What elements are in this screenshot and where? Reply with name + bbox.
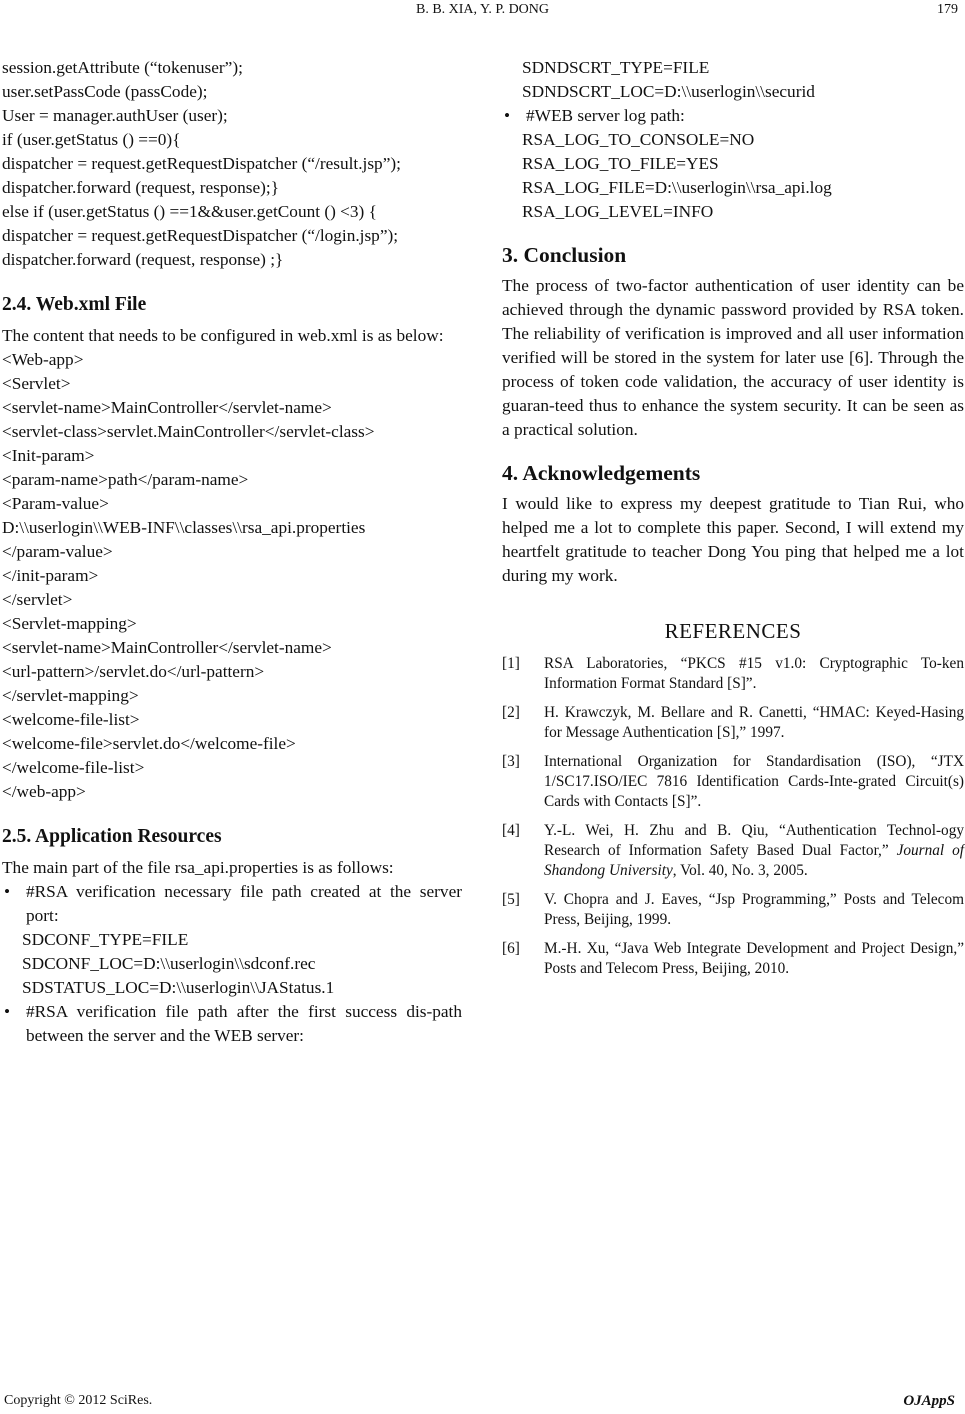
code-line: else if (user.getStatus () ==1&&user.getCount () <3) { <box>2 202 377 221</box>
code-block-webxml <box>2 348 462 804</box>
config-line: RSA_LOG_LEVEL=INFO <box>522 202 714 221</box>
code-line: D:\\userlogin\\WEB-INF\\classes\\rsa_api.properties <box>2 518 366 537</box>
config-line: SDSTATUS_LOC=D:\\userlogin\\JAStatus.1 <box>22 978 335 997</box>
reference-number: [2] <box>502 704 520 721</box>
reference-item <box>502 939 964 979</box>
code-line: dispatcher = request.getRequestDispatcher (“/login.jsp”); <box>2 226 399 245</box>
code-line: dispatcher = request.getRequestDispatcher (“/result.jsp”); <box>2 154 401 173</box>
bullet-item <box>2 1000 462 1048</box>
code-line: session.getAttribute (“tokenuser”); <box>2 58 243 77</box>
footer-journal: OJAppS <box>903 1393 955 1409</box>
reference-text: M.-H. Xu, “Java Web Integrate Development and Project Design,” Posts and Telecom Press, Beijing, 2010. <box>544 940 964 977</box>
code-line: User = manager.authUser (user); <box>2 106 228 125</box>
code-line: </servlet> <box>2 590 73 609</box>
reference-number: [5] <box>502 891 520 908</box>
code-line: <servlet-name>MainController</servlet-name> <box>2 638 332 657</box>
code-line: dispatcher.forward (request, response) ;} <box>2 250 284 269</box>
code-line: <Servlet-mapping> <box>2 614 137 633</box>
reference-number: [4] <box>502 822 520 839</box>
reference-text: H. Krawczyk, M. Bellare and R. Canetti, “HMAC: Keyed-Hasing for Message Authentication [S],” 1997. <box>544 704 964 741</box>
code-line: </init-param> <box>2 566 99 585</box>
bullet-icon: • <box>504 106 511 125</box>
config-line: RSA_LOG_FILE=D:\\userlogin\\rsa_api.log <box>522 178 832 197</box>
reference-number: [1] <box>502 655 520 672</box>
reference-number: [6] <box>502 940 520 957</box>
reference-text <box>544 822 964 879</box>
code-line: </welcome-file-list> <box>2 758 145 777</box>
section-2-4-intro: The content that needs to be configured in web.xml is as below: <box>2 326 444 345</box>
bullet-item <box>2 880 462 928</box>
config-line: RSA_LOG_TO_FILE=YES <box>522 154 719 173</box>
section-heading-conclusion: 3. Conclusion <box>502 243 627 267</box>
acknowledgements-paragraph: I would like to express my deepest gratitude to Tian Rui, who helped me a lot to complete this paper. Second, I will extend my heartfelt gratitude to teacher Dong You ping that helped me a lot during my work. <box>502 494 964 585</box>
reference-item <box>502 703 964 743</box>
reference-journal: Journal of Shandong University <box>544 842 964 879</box>
reference-item <box>502 821 964 881</box>
running-title: B. B. XIA, Y. P. DONG <box>415 2 550 17</box>
code-line: dispatcher.forward (request, response);} <box>2 178 280 197</box>
section-heading-2-4: 2.4. Web.xml File <box>2 294 147 315</box>
code-line: </web-app> <box>2 782 86 801</box>
code-line: </servlet-mapping> <box>2 686 139 705</box>
code-line: <url-pattern>/servlet.do</url-pattern> <box>2 662 265 681</box>
code-line: <param-name>path</param-name> <box>2 470 249 489</box>
section-heading-2-5: 2.5. Application Resources <box>2 826 222 847</box>
code-line: <welcome-file>servlet.do</welcome-file> <box>2 734 296 753</box>
bullet-text: #WEB server log path: <box>526 106 685 125</box>
reference-text: V. Chopra and J. Eaves, “Jsp Programming,” Posts and Telecom Press, Beijing, 1999. <box>544 891 964 928</box>
bullet-text: #RSA verification necessary file path created at the server port: <box>26 882 462 925</box>
right-column <box>502 56 964 988</box>
code-line: <servlet-class>servlet.MainController</servlet-class> <box>2 422 375 441</box>
reference-text: International Organization for Standardisation (ISO), “JTX 1/SC17.ISO/IEC 7816 Identification Cards-Inte-grated Circuit(s) Cards with Contacts [S]”. <box>544 753 964 810</box>
reference-item <box>502 890 964 930</box>
code-block-servlet <box>2 56 462 272</box>
left-column <box>2 56 462 1048</box>
config-line: SDNDSCRT_TYPE=FILE <box>522 58 710 77</box>
conclusion-paragraph: The process of two-factor authentication of user identity can be achieved through the dynamic password provided by RSA token. The reliability of verification is improved and all user information verified will be stored in the system for later use [6]. Through the process of token code validation, the accuracy of user identity is guaran-teed thus to enhance the system security. It can be seen as a practical solution. <box>502 276 964 439</box>
code-line: <servlet-name>MainController</servlet-name> <box>2 398 332 417</box>
code-line: <Servlet> <box>2 374 71 393</box>
config-line: SDNDSCRT_LOC=D:\\userlogin\\securid <box>522 82 815 101</box>
code-line: if (user.getStatus () ==0){ <box>2 130 181 149</box>
bullet-icon: • <box>4 1002 11 1021</box>
code-line: </param-value> <box>2 542 113 561</box>
code-line: <welcome-file-list> <box>2 710 140 729</box>
reference-text: RSA Laboratories, “PKCS #15 v1.0: Cryptographic To-ken Information Format Standard [S]”. <box>544 655 964 692</box>
reference-item <box>502 752 964 812</box>
reference-text-part: , Vol. 40, No. 3, 2005. <box>672 862 808 879</box>
page-number: 179 <box>937 2 958 17</box>
code-line: <Init-param> <box>2 446 95 465</box>
config-line: RSA_LOG_TO_CONSOLE=NO <box>522 130 755 149</box>
section-2-5-intro: The main part of the file rsa_api.properties is as follows: <box>2 858 394 877</box>
config-line: SDCONF_TYPE=FILE <box>22 930 189 949</box>
bullet-text: #RSA verification file path after the first success dis-path between the server and the WEB server: <box>26 1002 462 1045</box>
footer-copyright: Copyright © 2012 SciRes. <box>4 1393 153 1408</box>
reference-number: [3] <box>502 753 520 770</box>
bullet-item <box>502 104 964 128</box>
section-heading-acknowledgements: 4. Acknowledgements <box>502 461 701 485</box>
code-line: <Web-app> <box>2 350 84 369</box>
reference-text-part: Y.-L. Wei, H. Zhu and B. Qiu, “Authentication Technol-ogy Research of Information Safety Based Dual Factor,” <box>544 822 964 859</box>
bullet-icon: • <box>4 882 11 901</box>
reference-item <box>502 654 964 694</box>
references-list <box>502 654 964 979</box>
references-heading: REFERENCES <box>664 619 802 643</box>
code-line: <Param-value> <box>2 494 109 513</box>
config-line: SDCONF_LOC=D:\\userlogin\\sdconf.rec <box>22 954 316 973</box>
code-line: user.setPassCode (passCode); <box>2 82 208 101</box>
